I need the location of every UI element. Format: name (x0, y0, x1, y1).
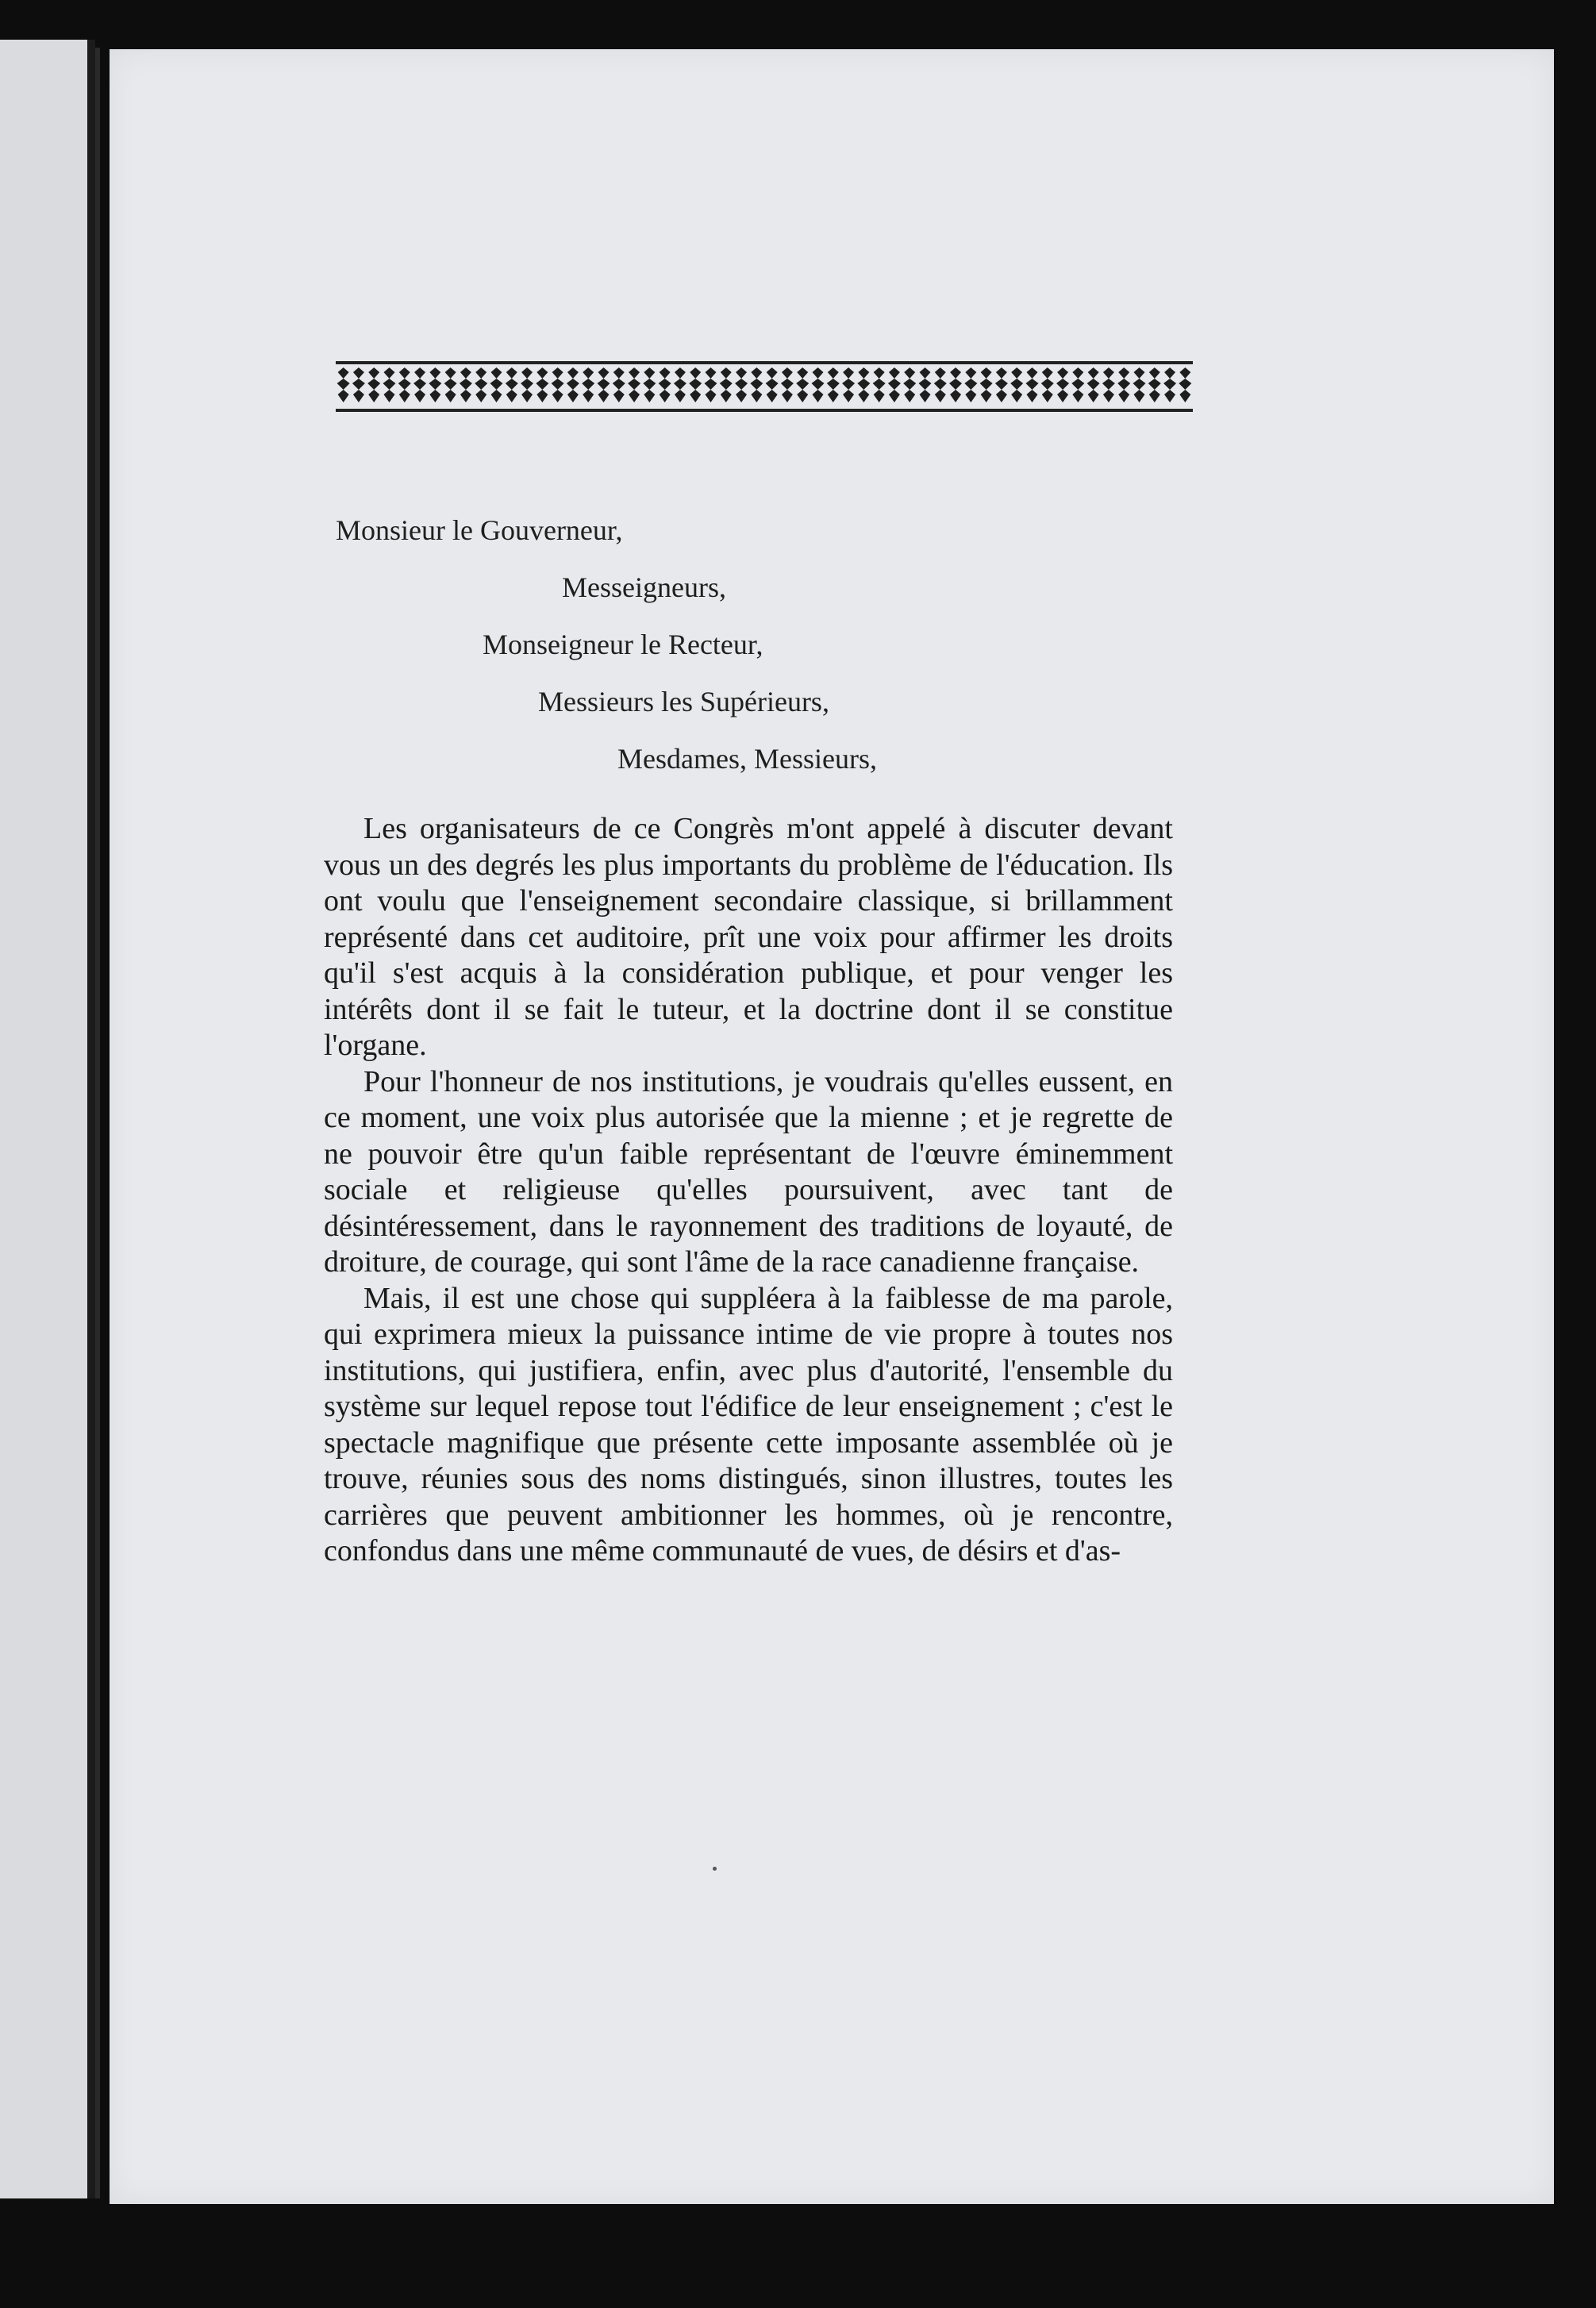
ornament-fleuron (628, 367, 640, 402)
ink-speck (713, 1867, 717, 1871)
salutation-line-1: Monsieur le Gouverneur, (336, 514, 623, 546)
ornament-fleuron (689, 367, 702, 402)
ornament-fleuron (1117, 367, 1130, 402)
ornament-fleuron (705, 367, 717, 402)
ornament-fleuron (674, 367, 686, 402)
ornament-fleuron (1179, 367, 1191, 402)
ornament-fleuron (934, 367, 947, 402)
left-page-edge (0, 40, 95, 2198)
ornament-fleuron (1102, 367, 1115, 402)
ornament-fleuron (1133, 367, 1146, 402)
ornament-fleuron (521, 367, 533, 402)
ornament-fleuron (964, 367, 977, 402)
ornament-fleuron (1071, 367, 1084, 402)
salutation-line-3: Monseigneur le Recteur, (483, 629, 763, 660)
ornament-fleuron (1041, 367, 1054, 402)
salutation-block (336, 502, 1240, 787)
salutation-line-4: Messieurs les Supérieurs, (538, 686, 829, 717)
paragraph-1: Les organisateurs de ce Congrès m'ont appelé à discuter devant vous un des degrés les plus importants du problème de l'éducation. Ils ont voulu que l'enseignement secondaire classique, si brillamment représenté dans cet auditoire, prît une voix pour affirmer les droits qu'il s'est acquis à la considération publique, et pour venger les intérêts dont il se fait le tuteur, et la doctrine dont il se constitue l'organe. (324, 812, 1173, 1062)
ornament-fleuron (613, 367, 625, 402)
ornament-fleuron (367, 367, 380, 402)
ornament-fleuron (398, 367, 411, 402)
ornament-fleuron (490, 367, 503, 402)
ornament-fleuron (919, 367, 932, 402)
speech-body (324, 811, 1173, 1570)
salutation-line-2: Messeigneurs, (562, 571, 726, 603)
ornament-fleuron (796, 367, 809, 402)
binding-gutter (95, 48, 100, 2198)
document-page (110, 49, 1554, 2204)
ornament-fleuron (888, 367, 901, 402)
ornament-fleuron (659, 367, 671, 402)
paragraph-3: Mais, il est une chose qui suppléera à la faiblesse de ma parole, qui exprimera mieux la puissance intime de vie propre à toutes nos institutions, qui justifiera, enfin, avec plus d'autorité, l'ensemble du système sur lequel repose tout l'édifice de leur enseignement ; c'est le spectacle magnifique que présente cette imposante assemblée où je trouve, réunies sous des noms distingués, sinon illustres, toutes les carrières que peuvent ambitionner les hommes, où je rencontre, confondus dans une même communauté de vues, de désirs et d'as- (324, 1281, 1173, 1568)
ornament-fleuron (475, 367, 487, 402)
ornament-fleuron (857, 367, 870, 402)
ornament-fleuron (873, 367, 886, 402)
salutation-line-5: Mesdames, Messieurs, (617, 743, 877, 775)
ornament-fleuron (980, 367, 993, 402)
ornament-fleuron (903, 367, 916, 402)
paragraph-2: Pour l'honneur de nos institutions, je voudrais qu'elles eussent, en ce moment, une voix plus autorisée que la mienne ; et je regrette de ne pouvoir être qu'un faible représentant de l'œuvre éminemment sociale et religieuse qu'elles poursuivent, avec tant de désintéressement, dans le rayonnement des traditions de loyauté, de droiture, de courage, qui sont l'âme de la race canadienne française. (324, 1064, 1173, 1279)
ornament-fleuron (1010, 367, 1023, 402)
ornament-fleuron (781, 367, 794, 402)
ornament-fleuron (643, 367, 656, 402)
ornament-fleuron (1026, 367, 1039, 402)
ornament-fleuron (337, 367, 350, 402)
ornament-fleuron (582, 367, 594, 402)
ornament-fleuron (352, 367, 365, 402)
ornament-fleuron (949, 367, 962, 402)
ornament-fleuron (812, 367, 825, 402)
ornament-fleuron (536, 367, 548, 402)
ornament-fleuron (750, 367, 763, 402)
ornament-fleuron (842, 367, 855, 402)
ornament-fleuron (413, 367, 426, 402)
ornament-fleuron (766, 367, 779, 402)
decorative-border-ornament (336, 355, 1193, 418)
ornament-fleuron (827, 367, 840, 402)
ornament-fleuron (720, 367, 733, 402)
ornament-fleuron (506, 367, 518, 402)
ornament-fleuron (735, 367, 748, 402)
ornament-fleuron (383, 367, 396, 402)
ornament-fleuron (1148, 367, 1161, 402)
ornament-fleuron (1087, 367, 1100, 402)
ornament-fleuron (1163, 367, 1176, 402)
ornament-fleuron (429, 367, 441, 402)
ornament-fleuron (1056, 367, 1069, 402)
ornament-fleuron (444, 367, 457, 402)
ornament-fleuron (995, 367, 1008, 402)
ornament-fleuron (460, 367, 472, 402)
ornament-fleuron (567, 367, 579, 402)
ornament-fleuron (552, 367, 564, 402)
ornament-fleuron (598, 367, 610, 402)
